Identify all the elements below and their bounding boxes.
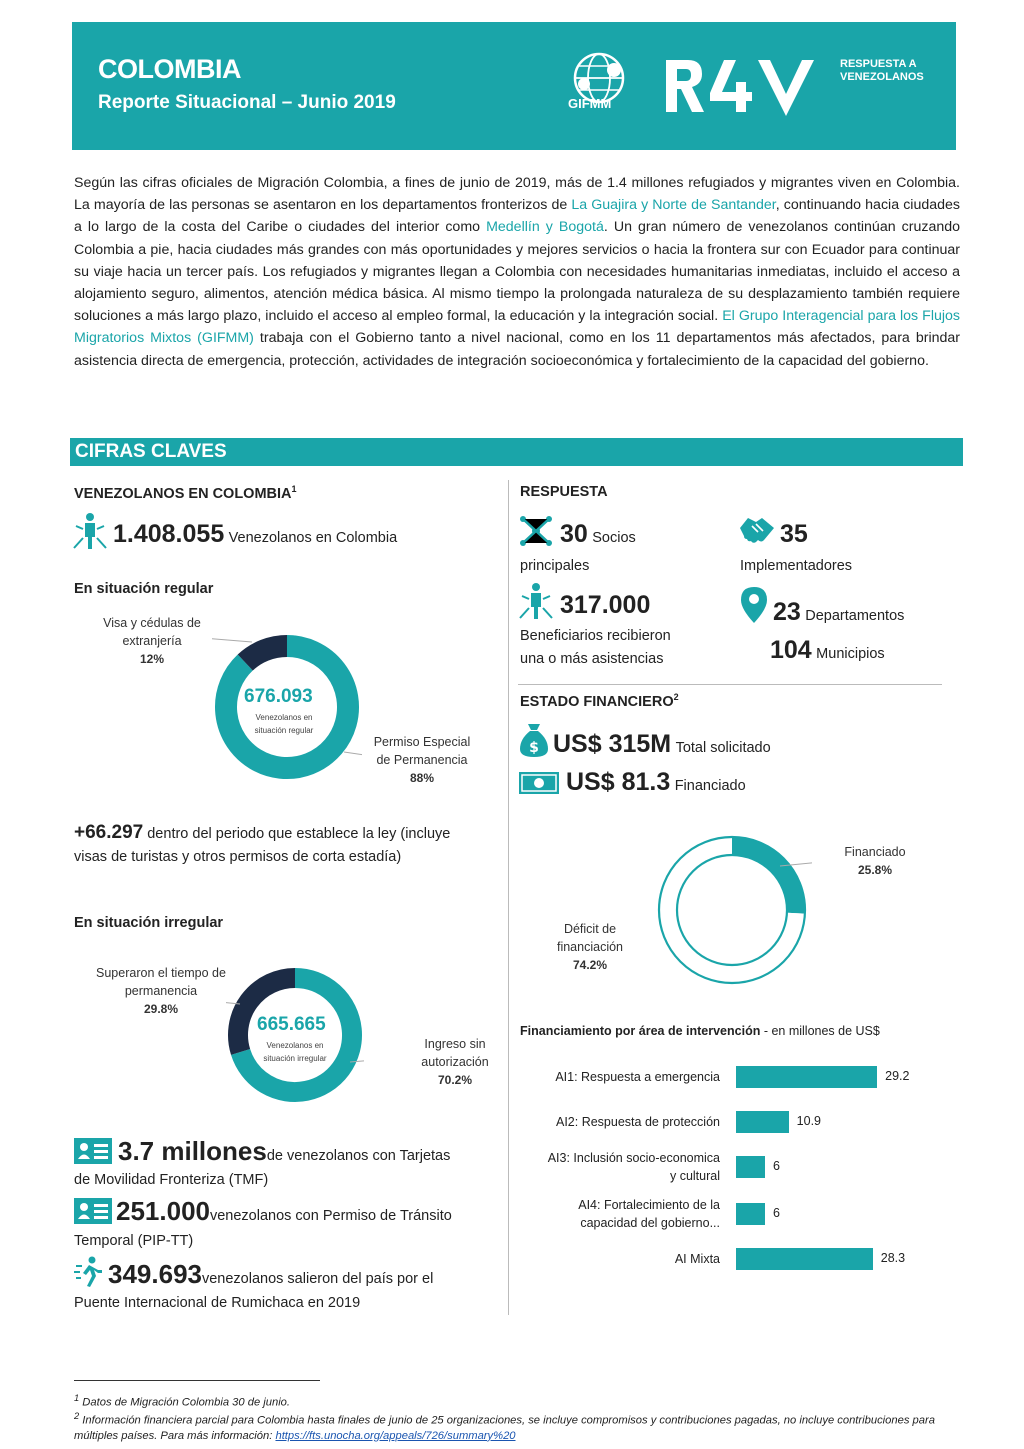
bar-value-label: 28.3 bbox=[880, 1251, 906, 1265]
regular-seg2-label-2: de Permanencia bbox=[376, 753, 468, 767]
intro-link-guajira[interactable]: La Guajira y Norte de Santander bbox=[571, 197, 776, 214]
intro-text-1: Según las cifras oficiales de Migración Colombia, a fines de junio de 2019, más de 1.4 millones refugiados y migrantes viven en Colombia. La mayoría de las personas se asentaron en los departamentos fronterizos de bbox=[74, 175, 960, 214]
irregular-seg1-pct: 29.8% bbox=[143, 1002, 179, 1016]
bar bbox=[736, 1111, 789, 1133]
id-card-icon bbox=[74, 1138, 112, 1164]
tmf-value: 3.7 millones bbox=[118, 1136, 267, 1166]
gap-donut-label bbox=[540, 920, 640, 974]
walking-icon bbox=[72, 1256, 108, 1288]
bar-chart-title bbox=[520, 1024, 880, 1038]
pip-text-1: venezolanos con Permiso de Tránsito bbox=[209, 1208, 452, 1224]
pip-value: 251.000 bbox=[116, 1196, 210, 1226]
departamentos-value: 23 bbox=[773, 598, 801, 626]
total-venezolanos-value: 1.408.055 bbox=[113, 520, 225, 548]
gifmm-globe-icon bbox=[554, 44, 644, 134]
rumichaca-text-1: venezolanos salieron del país por el bbox=[201, 1271, 434, 1287]
bar bbox=[736, 1248, 873, 1270]
financiado bbox=[566, 768, 746, 797]
irregular-seg2-label-1: Ingreso sin bbox=[424, 1037, 486, 1051]
gap-donut-pct: 74.2% bbox=[572, 958, 608, 972]
pip-text-2: Temporal (PIP-TT) bbox=[74, 1233, 194, 1249]
respuesta-title: RESPUESTA bbox=[520, 484, 608, 500]
venezolanos-title-sup: 1 bbox=[291, 484, 297, 494]
implementadores-label: Implementadores bbox=[740, 558, 853, 574]
bar bbox=[736, 1203, 765, 1225]
socios-stat bbox=[560, 520, 636, 549]
bar-label-line: capacidad del gobierno... bbox=[580, 1216, 720, 1230]
regular-seg2-label-1: Permiso Especial bbox=[373, 735, 471, 749]
fin-donut-inner-ring bbox=[677, 855, 787, 965]
total-venezolanos-label: Venezolanos en Colombia bbox=[228, 530, 398, 546]
regular-seg2-pct: 88% bbox=[409, 771, 435, 785]
regular-title: En situación regular bbox=[74, 581, 214, 597]
bar-label-line: y cultural bbox=[669, 1169, 720, 1183]
financing-donut-chart bbox=[652, 830, 812, 990]
gap-donut-label-1: Déficit de bbox=[563, 922, 617, 936]
network-icon bbox=[518, 514, 554, 548]
bar-chart-title-text: Financiamiento por área de intervención bbox=[520, 1024, 761, 1038]
tmf-text-2: de Movilidad Fronteriza (TMF) bbox=[74, 1172, 269, 1188]
socios-value: 30 bbox=[560, 520, 588, 548]
bar-label bbox=[520, 1113, 720, 1131]
bar-label bbox=[520, 1068, 720, 1086]
r4v-label bbox=[840, 58, 924, 84]
irregular-seg1-label bbox=[86, 964, 236, 1018]
total-solicitado-value: US$ 315M bbox=[553, 730, 672, 758]
pip-stat bbox=[116, 1196, 452, 1227]
gap-donut-label-2: financiación bbox=[556, 940, 623, 954]
extra-permits-text: dentro del periodo que establece la ley (incluye bbox=[143, 826, 451, 842]
bar-label-line: AI3: Inclusión socio-economica bbox=[547, 1151, 720, 1165]
rumichaca-text-2: Puente Internacional de Rumichaca en 2019 bbox=[74, 1295, 361, 1311]
bar-label-line: AI4: Fortalecimiento de la bbox=[578, 1198, 720, 1212]
regular-center-label bbox=[238, 711, 330, 737]
footnote-1-text: Datos de Migración Colombia 30 de junio. bbox=[79, 1396, 291, 1409]
footnote-2 bbox=[74, 1409, 954, 1444]
regular-seg1-label bbox=[92, 614, 212, 668]
departamentos-label: Departamentos bbox=[805, 608, 905, 624]
intro-link-gifmm[interactable]: El Grupo Interagencial para los Flujos Migratorios Mixtos (GIFMM) bbox=[74, 308, 961, 347]
banknote-icon bbox=[519, 772, 559, 794]
bar bbox=[736, 1156, 765, 1178]
intro-text-4: trabaja con el Gobierno tanto a nivel nacional, como en los 11 departamentos más afectados, para brindar asistencia directa de emergencia, protección, actividades de integración socioeconómica y fortalecimiento de la capacidad del gobierno. bbox=[74, 330, 960, 369]
total-solicitado bbox=[553, 730, 771, 759]
financiero-title-text: ESTADO FINANCIERO bbox=[520, 693, 674, 710]
r4v-logo-icon bbox=[662, 56, 832, 116]
report-subtitle: Reporte Situacional – Junio 2019 bbox=[98, 92, 396, 113]
bar-value-label: 6 bbox=[773, 1159, 780, 1173]
intro-link-medellin[interactable]: Medellín y Bogotá bbox=[486, 219, 604, 236]
map-pin-icon bbox=[740, 586, 768, 624]
irregular-center-label bbox=[252, 1039, 338, 1065]
column-divider bbox=[508, 480, 509, 1315]
rumichaca-stat bbox=[108, 1259, 433, 1290]
extra-permits-text-2: visas de turistas y otros permisos de corta estadía) bbox=[74, 849, 402, 865]
bar-label-line: AI2: Respuesta de protección bbox=[556, 1115, 720, 1129]
irregular-seg2-label-2: autorización bbox=[421, 1055, 489, 1069]
r4v-line2: VENEZOLANOS bbox=[840, 71, 924, 83]
irregular-seg1-label-2: permanencia bbox=[124, 984, 198, 998]
funded-donut-pct: 25.8% bbox=[857, 863, 893, 877]
irregular-center-value: 665.665 bbox=[257, 1014, 326, 1035]
report-header bbox=[72, 22, 956, 150]
intro-text-2: , continuando hacia ciudades a lo largo de la costa del Caribe o ciudades del interior como bbox=[74, 197, 960, 236]
bar-value-label: 10.9 bbox=[796, 1114, 822, 1128]
bar-chart-subtitle: - en millones de US$ bbox=[760, 1024, 880, 1038]
total-solicitado-label: Total solicitado bbox=[675, 740, 771, 756]
irregular-seg2-label bbox=[400, 1035, 510, 1089]
bar-value-label: 29.2 bbox=[885, 1069, 910, 1083]
implementadores-value: 35 bbox=[780, 520, 808, 548]
r4v-line1: RESPUESTA A bbox=[840, 58, 917, 70]
intro-paragraph bbox=[74, 172, 960, 372]
footnote-1-sup: 1 bbox=[74, 1393, 80, 1403]
report-title: COLOMBIA bbox=[98, 54, 241, 84]
irregular-seg1-label-1: Superaron el tiempo de bbox=[96, 966, 226, 980]
financiero-title-sup: 2 bbox=[673, 692, 679, 702]
municipios-label: Municipios bbox=[816, 646, 885, 662]
extra-permits bbox=[74, 822, 450, 844]
regular-donut-seg-visa bbox=[245, 646, 287, 663]
tmf-text-1: de venezolanos con Tarjetas bbox=[266, 1148, 451, 1164]
rumichaca-value: 349.693 bbox=[108, 1259, 202, 1289]
irregular-center-label-2: situación irregular bbox=[263, 1054, 327, 1063]
id-card-icon bbox=[74, 1198, 112, 1224]
beneficiarios-label-2: una o más asistencias bbox=[520, 651, 664, 667]
venezolanos-title bbox=[74, 484, 297, 502]
financiado-label: Financiado bbox=[674, 778, 746, 794]
footnote-1 bbox=[74, 1391, 954, 1411]
bar-label bbox=[520, 1149, 720, 1185]
regular-seg1-label-1: Visa y cédulas de bbox=[103, 616, 201, 630]
funded-donut-label bbox=[830, 843, 920, 879]
footnote-2-text: Información financiera parcial para Colombia hasta finales de junio de 25 organizaciones, se incluye compromisos y contribuciones pagadas, no incluye contribuciones para múltiples países. Para más información: bbox=[74, 1414, 935, 1442]
financiero-title bbox=[520, 692, 679, 710]
financiado-value: US$ 81.3 bbox=[566, 768, 671, 796]
regular-center-value: 676.093 bbox=[244, 686, 313, 707]
tmf-stat bbox=[118, 1136, 450, 1167]
irregular-title: En situación irregular bbox=[74, 915, 224, 931]
irregular-center-label-1: Venezolanos en bbox=[266, 1041, 324, 1050]
respuesta-divider bbox=[518, 684, 942, 685]
gifmm-label: GIFMM bbox=[568, 96, 612, 111]
socios-label-1: Socios bbox=[592, 530, 636, 546]
money-bag-icon bbox=[520, 722, 548, 758]
irregular-seg2-pct: 70.2% bbox=[437, 1073, 473, 1087]
person-icon bbox=[518, 582, 554, 620]
bar-value-label: 6 bbox=[773, 1206, 780, 1220]
regular-seg1-pct: 12% bbox=[139, 652, 165, 666]
regular-center-label-2: situación regular bbox=[254, 726, 314, 735]
footnote-2-sup: 2 bbox=[74, 1411, 80, 1421]
person-icon bbox=[72, 512, 108, 550]
bar-label bbox=[520, 1250, 720, 1268]
bar bbox=[736, 1066, 877, 1088]
beneficiarios-value: 317.000 bbox=[560, 591, 651, 619]
funded-donut-label-text: Financiado bbox=[844, 845, 906, 859]
regular-seg2-label bbox=[362, 733, 482, 787]
footnote-2-link[interactable]: https://fts.unocha.org/appeals/726/summary%20 bbox=[275, 1429, 516, 1442]
municipios-stat bbox=[770, 636, 885, 665]
beneficiarios-label-1: Beneficiarios recibieron bbox=[520, 628, 671, 644]
bar-label bbox=[520, 1196, 720, 1232]
socios-label-2: principales bbox=[520, 558, 590, 574]
fin-donut-outer-ring bbox=[659, 837, 805, 983]
footnote-rule bbox=[74, 1380, 320, 1381]
regular-seg1-label-2: extranjería bbox=[122, 634, 182, 648]
handshake-icon bbox=[738, 514, 776, 546]
departamentos-stat bbox=[773, 598, 904, 627]
bar-label-line: AI Mixta bbox=[674, 1252, 720, 1266]
municipios-value: 104 bbox=[770, 636, 812, 664]
extra-permits-value: +66.297 bbox=[74, 822, 144, 843]
venezolanos-title-text: VENEZOLANOS EN COLOMBIA bbox=[74, 485, 292, 502]
section-band-title: CIFRAS CLAVES bbox=[70, 438, 963, 466]
regular-center-label-1: Venezolanos en bbox=[255, 713, 313, 722]
bar-label-line: AI1: Respuesta a emergencia bbox=[555, 1070, 720, 1084]
total-venezolanos bbox=[113, 520, 397, 549]
intro-text-3: . Un gran número de venezolanos continúan cruzando Colombia a pie, hacia ciudades más grandes con más oportunidades y mejores servicios o hacia la frontera sur con Ecuador para continuar su viaje hacia un tercer país. Los refugiados y migrantes llegan a Colombia con necesidades humanitarias inmediatas, incluido el acceso a alojamiento seguro, alimentos, atención médica básica. Al mismo tiempo la prolongada naturaleza de su desplazamiento también requiere soluciones a más largo plazo, incluido el acceso al empleo formal, la educación y la integración social. bbox=[74, 219, 961, 325]
svg-text:$: $ bbox=[529, 740, 539, 756]
